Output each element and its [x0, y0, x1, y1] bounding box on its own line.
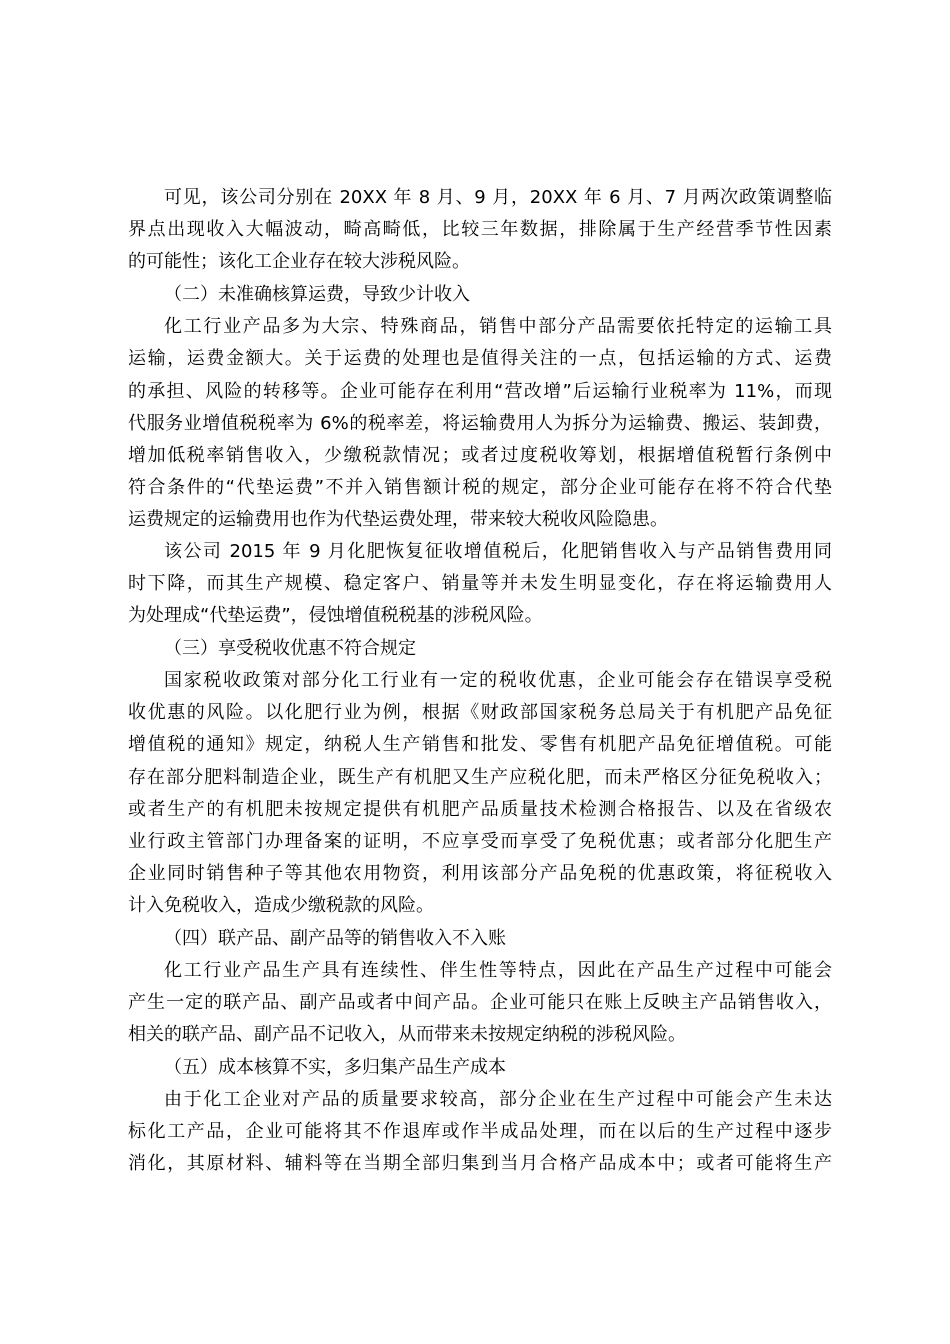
- paragraph-line: 为处理成“代垫运费”，侵蚀增值税税基的涉税风险。: [128, 605, 543, 626]
- section-heading-4: （四）联产品、副产品等的销售收入不入账: [164, 928, 506, 949]
- paragraph-line: 增加低税率销售收入，少缴税款情况；或者过度税收筹划，根据增值税暂行条例中: [128, 445, 832, 466]
- section-heading-2: （二）未准确核算运费，导致少计收入: [164, 284, 470, 305]
- paragraph-line: 或者生产的有机肥未按规定提供有机肥产品质量技术检测合格报告、以及在省级农: [128, 799, 832, 820]
- paragraph-line: 存在部分肥料制造企业，既生产有机肥又生产应税化肥，而未严格区分征免税收入；: [128, 767, 832, 788]
- paragraph-line: 的承担、风险的转移等。企业可能存在利用“营改增”后运输行业税率为 11%，而现: [128, 381, 832, 402]
- paragraph-line: 的可能性；该化工企业存在较大涉税风险。: [128, 251, 470, 272]
- paragraph-line: 时下降，而其生产规模、稳定客户、销量等并未发生明显变化，存在将运输费用人: [128, 573, 832, 594]
- paragraph-line: 该公司 2015 年 9 月化肥恢复征收增值税后，化肥销售收入与产品销售费用同: [164, 541, 832, 562]
- paragraph-line: 国家税收政策对部分化工行业有一定的税收优惠，企业可能会存在错误享受税: [164, 670, 832, 691]
- paragraph-line: 界点出现收入大幅波动，畸高畸低，比较三年数据，排除属于生产经营季节性因素: [128, 219, 832, 240]
- paragraph-line: 业行政主管部门办理备案的证明，不应享受而享受了免税优惠；或者部分化肥生产: [128, 831, 832, 852]
- paragraph-line: 产生一定的联产品、副产品或者中间产品。企业可能只在账上反映主产品销售收入，: [128, 992, 832, 1013]
- section-heading-5: （五）成本核算不实，多归集产品生产成本: [164, 1057, 506, 1078]
- paragraph-line: 化工行业产品多为大宗、特殊商品，销售中部分产品需要依托特定的运输工具: [164, 316, 832, 337]
- paragraph-line: 由于化工企业对产品的质量要求较高，部分企业在生产过程中可能会产生未达: [164, 1089, 832, 1110]
- paragraph-line: 企业同时销售种子等其他农用物资，利用该部分产品免税的优惠政策，将征税收入: [128, 863, 832, 884]
- paragraph-line: 代服务业增值税税率为 6%的税率差，将运输费用人为拆分为运输费、搬运、装卸费，: [128, 413, 832, 434]
- paragraph-line: 相关的联产品、副产品不记收入，从而带来未按规定纳税的涉税风险。: [128, 1024, 686, 1045]
- paragraph-line: 消化，其原材料、辅料等在当期全部归集到当月合格产品成本中；或者可能将生产: [128, 1153, 832, 1174]
- section-heading-3: （三）享受税收优惠不符合规定: [164, 638, 416, 659]
- paragraph-line: 标化工产品，企业可能将其不作退库或作半成品处理，而在以后的生产过程中逐步: [128, 1121, 832, 1142]
- paragraph-line: 计入免税收入，造成少缴税款的风险。: [128, 895, 434, 916]
- paragraph-line: 符合条件的“代垫运费”不并入销售额计税的规定，部分企业可能存在将不符合代垫: [128, 477, 832, 498]
- paragraph-line: 运输，运费金额大。关于运费的处理也是值得关注的一点，包括运输的方式、运费: [128, 348, 832, 369]
- paragraph-line: 收优惠的风险。以化肥行业为例，根据《财政部国家税务总局关于有机肥产品免征: [128, 702, 832, 723]
- paragraph-line: 增值税的通知》规定，纳税人生产销售和批发、零售有机肥产品免征增值税。可能: [128, 734, 832, 755]
- paragraph-line: 运费规定的运输费用也作为代垫运费处理，带来较大税收风险隐患。: [128, 509, 668, 530]
- paragraph-line: 可见，该公司分别在 20XX 年 8 月、9 月，20XX 年 6 月、7 月两次政策调整临: [164, 187, 832, 208]
- paragraph-line: 化工行业产品生产具有连续性、伴生性等特点，因此在产品生产过程中可能会: [164, 960, 832, 981]
